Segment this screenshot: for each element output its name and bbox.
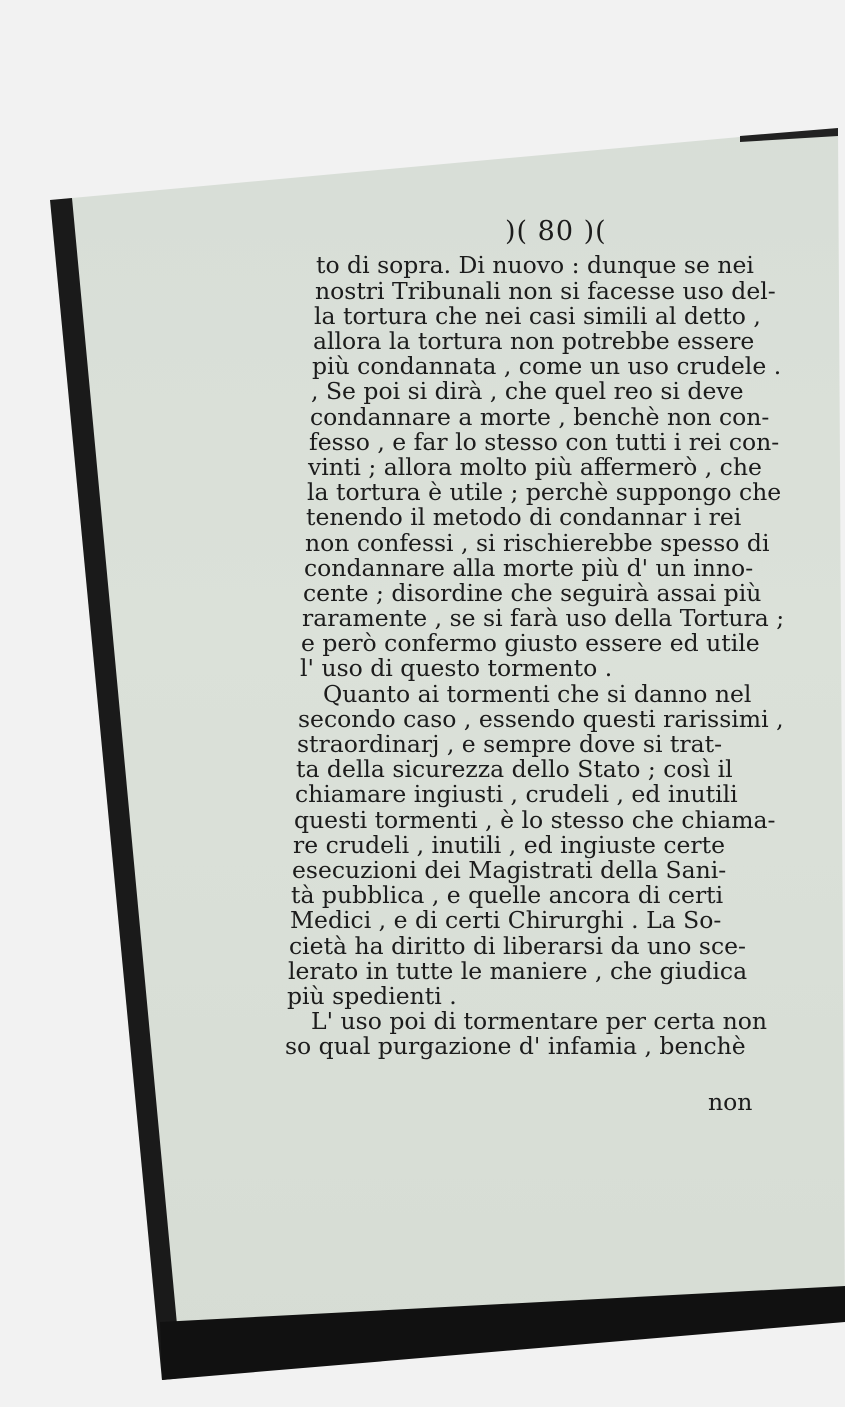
text-line: più condannata , come un uso crudele . — [312, 352, 782, 380]
text-line: tà pubblica , e quelle ancora di certi — [291, 881, 724, 909]
text-line: la tortura è utile ; perchè suppongo che — [307, 478, 782, 506]
text-line: più spedienti . — [287, 982, 457, 1010]
text-line: tenendo il metodo di condannar i rei — [306, 503, 742, 531]
text-line: lerato in tutte le maniere , che giudica — [288, 957, 748, 985]
text-line: straordinarj , e sempre dove si trat- — [297, 730, 723, 758]
text-line: l' uso di questo tormento . — [300, 654, 613, 682]
text-line: cietà ha diritto di liberarsi da uno sce- — [289, 932, 746, 960]
catchword: non — [708, 1088, 753, 1116]
text-line: L' uso poi di tormentare per certa non — [311, 1007, 768, 1035]
text-line: fesso , e far lo stesso con tutti i rei con- — [309, 428, 780, 456]
text-line: la tortura che nei casi simili al detto , — [314, 302, 761, 330]
text-line: nostri Tribunali non si facesse uso del- — [315, 277, 776, 305]
text-line: re crudeli , inutili , ed ingiuste certe — [293, 831, 726, 859]
text-line: cente ; disordine che seguirà assai più — [303, 579, 762, 607]
text-line: esecuzioni dei Magistrati della Sani- — [292, 856, 727, 884]
text-line: secondo caso , essendo questi rarissimi , — [298, 705, 784, 733]
text-line: condannare a morte , benchè non con- — [310, 403, 770, 431]
text-line: non confessi , si rischierebbe spesso di — [305, 529, 770, 557]
text-line: so qual purgazione d' infamia , benchè — [285, 1032, 746, 1060]
page-number-header: )( 80 )( — [505, 216, 607, 247]
text-line: ta della sicurezza dello Stato ; così il — [296, 755, 733, 783]
text-line: vinti ; allora molto più affermerò , che — [308, 453, 762, 481]
text-line: questi tormenti , è lo stesso che chiama- — [294, 806, 776, 834]
text-line: condannare alla morte più d' un inno- — [304, 554, 754, 582]
text-line: , Se poi si dirà , che quel reo si deve — [311, 377, 744, 405]
text-line: e però confermo giusto essere ed utile — [301, 629, 760, 657]
text-line: Quanto ai tormenti che si danno nel — [323, 680, 752, 708]
text-line: Medici , e di certi Chirurghi . La So- — [290, 906, 722, 934]
text-line: to di sopra. Di nuovo : dunque se nei — [316, 251, 754, 279]
text-line: raramente , se si farà uso della Tortura ; — [302, 604, 785, 632]
text-line: allora la tortura non potrebbe essere — [313, 327, 755, 355]
text-line: chiamare ingiusti , crudeli , ed inutili — [295, 780, 738, 808]
